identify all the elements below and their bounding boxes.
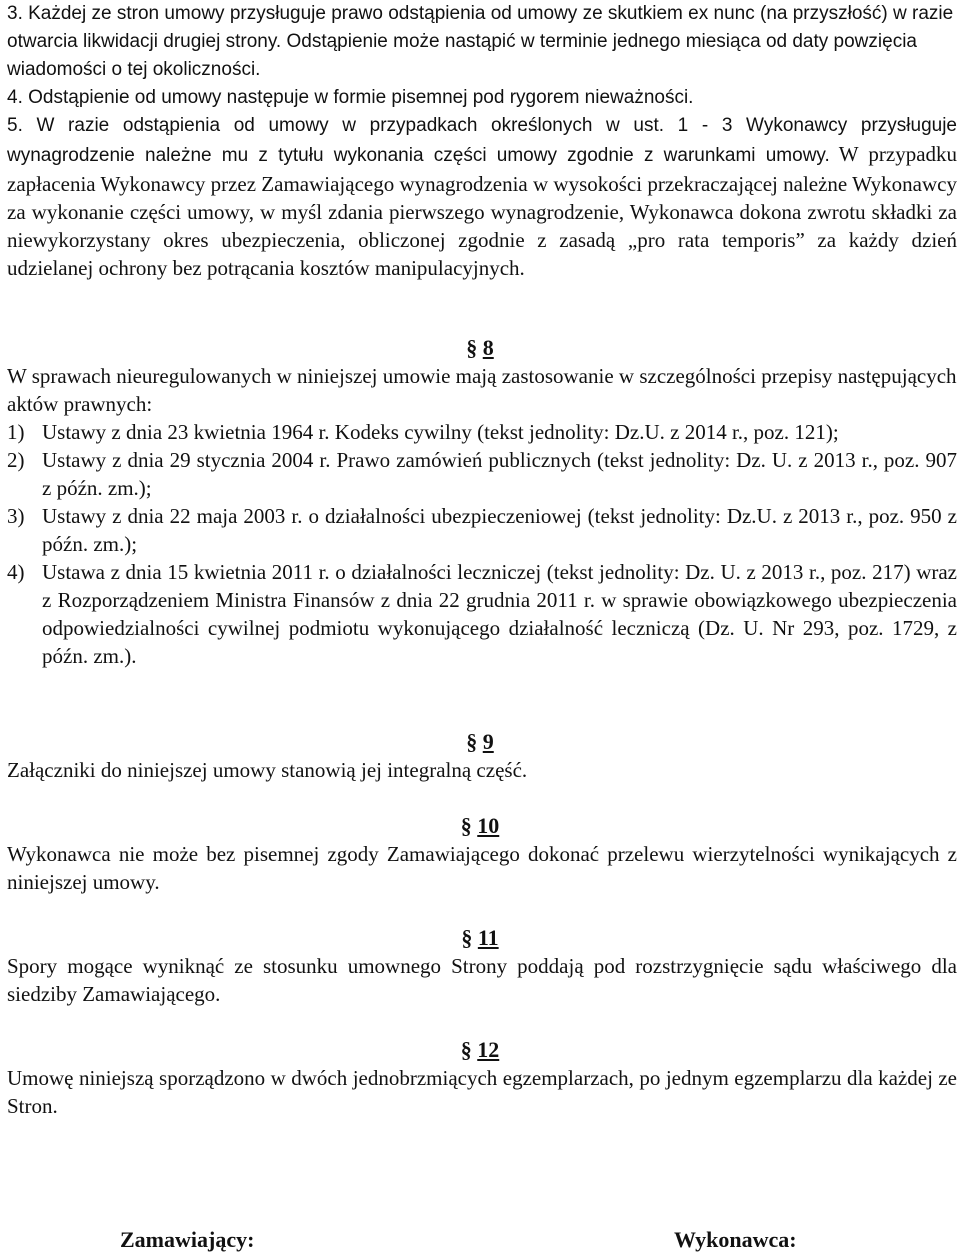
list-item — [7, 558, 957, 670]
section-symbol: § — [460, 813, 472, 838]
list-item-number: 1) — [7, 420, 25, 444]
section-symbol: § — [460, 1037, 472, 1062]
list-item-text: Ustawy z dnia 23 kwietnia 1964 r. Kodeks cywilny (tekst jednolity: Dz.U. z 2014 r., poz. 121); — [42, 420, 839, 444]
clause-5 — [7, 112, 957, 282]
section-number: 12 — [477, 1037, 500, 1062]
clause-5-text-part1: 5. W razie odstąpienia od umowy w przypadkach określonych w ust. 1 - 3 Wykonawcy przysługuje wynagrodzenie należne mu z tytułu wykonania części umowy zgodnie z warunkami umowy. — [7, 115, 957, 166]
section-11-text: Spory mogące wyniknąć ze stosunku umownego Strony poddają pod rozstrzygnięcie sądu właściwego dla siedziby Zamawiającego. — [7, 954, 957, 1006]
clause-5-paragraph — [7, 112, 957, 282]
section-8-body — [7, 362, 957, 670]
signature-contractor: Wykonawca: — [674, 1227, 797, 1252]
section-symbol: § — [466, 729, 478, 754]
section-symbol: § — [466, 335, 478, 360]
list-item-text: Ustawa z dnia 15 kwietnia 2011 r. o działalności leczniczej (tekst jednolity: Dz. U. z 2013 r., poz. 217) wraz z Rozporządzeniem Ministra Finansów z dnia 22 grudnia 2011 r. w sprawie obowiązkowego ubezpieczenia odpowiedzialności cywilnej podmiotu wykonującego działalność leczniczą (Dz. U. Nr 293, poz. 1729, z późn. zm.). — [42, 560, 957, 668]
list-item-number: 4) — [7, 560, 25, 584]
section-12-body — [7, 1064, 957, 1120]
list-item-text: Ustawy z dnia 29 stycznia 2004 r. Prawo zamówień publicznych (tekst jednolity: Dz. U. z 2013 r., poz. 907 z późn. zm.); — [42, 448, 957, 500]
section-12-heading — [0, 1036, 960, 1064]
section-10-text: Wykonawca nie może bez pisemnej zgody Zamawiającego dokonać przelewu wierzytelności wynikających z niniejszej umowy. — [7, 842, 957, 894]
section-9-text: Załączniki do niniejszej umowy stanowią jej integralną część. — [7, 758, 528, 782]
section-8-heading — [0, 334, 960, 362]
section-11-body — [7, 952, 957, 1008]
clause-4-text: 4. Odstąpienie od umowy następuje w formie pisemnej pod rygorem nieważności. — [7, 87, 694, 108]
clause-3 — [7, 0, 957, 84]
legal-acts-list — [7, 418, 957, 670]
section-number: 11 — [477, 925, 499, 950]
section-number: 9 — [482, 729, 494, 754]
section-8-intro: W sprawach nieuregulowanych w niniejszej umowie mają zastosowanie w szczególności przepisy następujących aktów prawnych: — [7, 364, 957, 416]
signature-contracting-authority: Zamawiający: — [120, 1227, 255, 1252]
clause-3-text: 3. Każdej ze stron umowy przysługuje prawo odstąpienia od umowy ze skutkiem ex nunc (na przyszłość) w razie otwarcia likwidacji drugiej strony. Odstąpienie może nastąpić w terminie jednego miesiąca od daty powzięcia wiadomości o tej okoliczności. — [7, 3, 954, 80]
section-9-heading — [0, 728, 960, 756]
list-item — [7, 446, 957, 502]
section-9-body — [7, 756, 957, 784]
section-number: 10 — [477, 813, 500, 838]
section-12-text: Umowę niniejszą sporządzono w dwóch jednobrzmiących egzemplarzach, po jednym egzemplarzu dla każdej ze Stron. — [7, 1066, 957, 1118]
section-10-body — [7, 840, 957, 896]
section-11-heading — [0, 924, 960, 952]
list-item-text: Ustawy z dnia 22 maja 2003 r. o działalności ubezpieczeniowej (tekst jednolity: Dz.U. z 2013 r., poz. 950 z późn. zm.); — [42, 504, 957, 556]
section-symbol: § — [461, 925, 473, 950]
section-10-heading — [0, 812, 960, 840]
clause-4 — [7, 84, 957, 112]
list-item — [7, 418, 957, 446]
section-number: 8 — [482, 335, 494, 360]
clause-5-text-part2: W przypadku zapłacenia Wykonawcy przez Zamawiającego wynagrodzenia w wysokości przekraczającej należne Wykonawcy za wykonanie części umowy, w myśl zdania pierwszego wynagrodzenie, Wykonawca dokona zwrotu składki za niewykorzystany okres ubezpieczenia, obliczonej zgodnie z zasadą „pro rata temporis” za każdy dzień udzielanej ochrony bez potrącania kosztów manipulacyjnych. — [7, 142, 958, 280]
list-item — [7, 502, 957, 558]
list-item-number: 2) — [7, 448, 25, 472]
list-item-number: 3) — [7, 504, 25, 528]
